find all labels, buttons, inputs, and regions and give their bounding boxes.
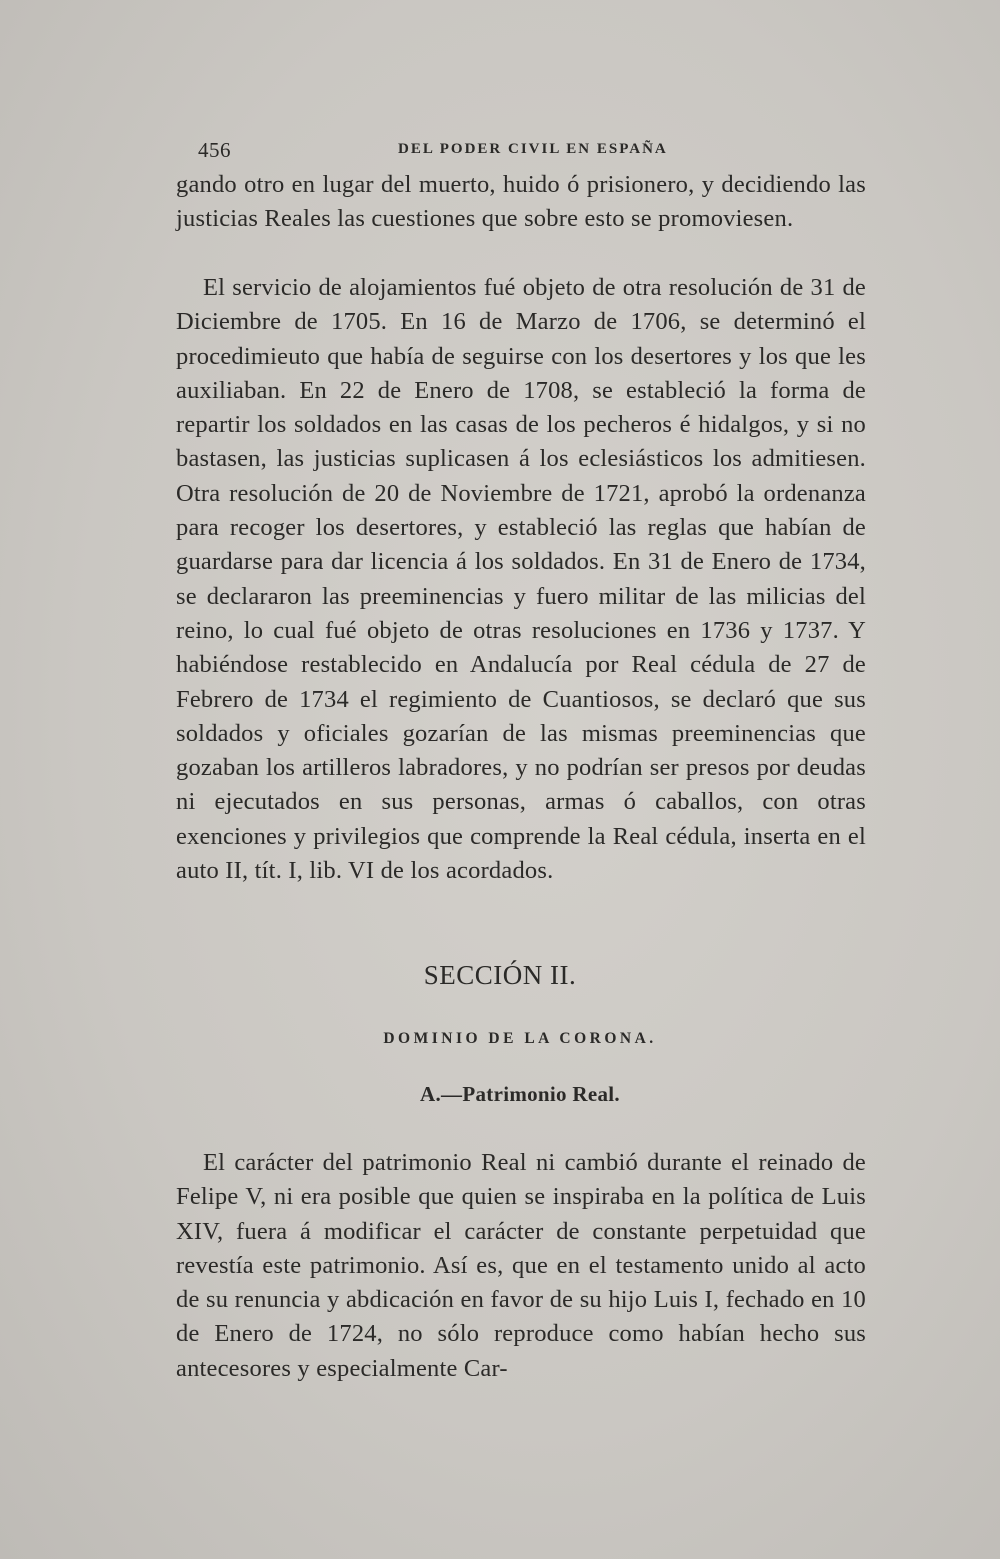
section-subtitle: DOMINIO DE LA CORONA.	[383, 1030, 657, 1047]
running-title: DEL PODER CIVIL EN ESPAÑA	[398, 141, 668, 157]
paragraph-continuation: gando otro en lugar del muerto, huido ó prisionero, y decidiendo las justicias Reales las cuestiones que sobre esto se promoviesen.	[176, 171, 866, 233]
paragraph-alojamientos: El servicio de alojamientos fué objeto de otra resolución de 31 de Diciembre de 1705. En 16 de Marzo de 1706, se determinó el procedimieuto que había de seguirse con los desertores y los que les auxiliaban. En 22 de Enero de 1708, se estableció la forma de repartir los soldados en las casas de los pecheros é hidalgos, y si no bastasen, las justicias suplicasen á los eclesiásticos los admitiesen. Otra resolución de 20 de Noviembre de 1721, aprobó la ordenanza para recoger los desertores, y estableció las reglas que habían de guardarse para dar licencia á los soldados. En 31 de Enero de 1734, se declararon las preeminencias y fuero militar de las milicias del reino, lo cual fué objeto de otras resoluciones en 1736 y 1737. Y habiéndose restablecido en Andalucía por Real cédula de 27 de Febrero de 1734 el regimiento de Cuantiosos, se declaró que sus soldados y oficiales gozarían de las mismas preeminencias que gozaban los artilleros labradores, y no podrían ser presos por deudas ni ejecutados en sus personas, armas ó caballos, con otras exenciones y privilegios que comprende la Real cédula, inserta en el auto II, tít. I, lib. VI de los acordados.	[176, 274, 867, 885]
section-title: SECCIÓN II.	[423, 960, 577, 990]
paragraph-patrimonio: El carácter del patrimonio Real ni cambió durante el reinado de Felipe V, ni era posible que quien se inspiraba en la política de Luis XIV, fuera á modificar el carácter de constante perpetuidad que revestía este patrimonio. Así es, que en el testamento unido al acto de su renuncia y abdicación en favor de su hijo Luis I, fechado en 10 de Enero de 1724, no sólo reproduce como habían hecho sus antecesores y especialmente Car-	[176, 1149, 866, 1382]
subsection-heading: A.—Patrimonio Real.	[420, 1082, 620, 1106]
page-number: 456	[198, 138, 231, 162]
page-header	[176, 138, 866, 162]
